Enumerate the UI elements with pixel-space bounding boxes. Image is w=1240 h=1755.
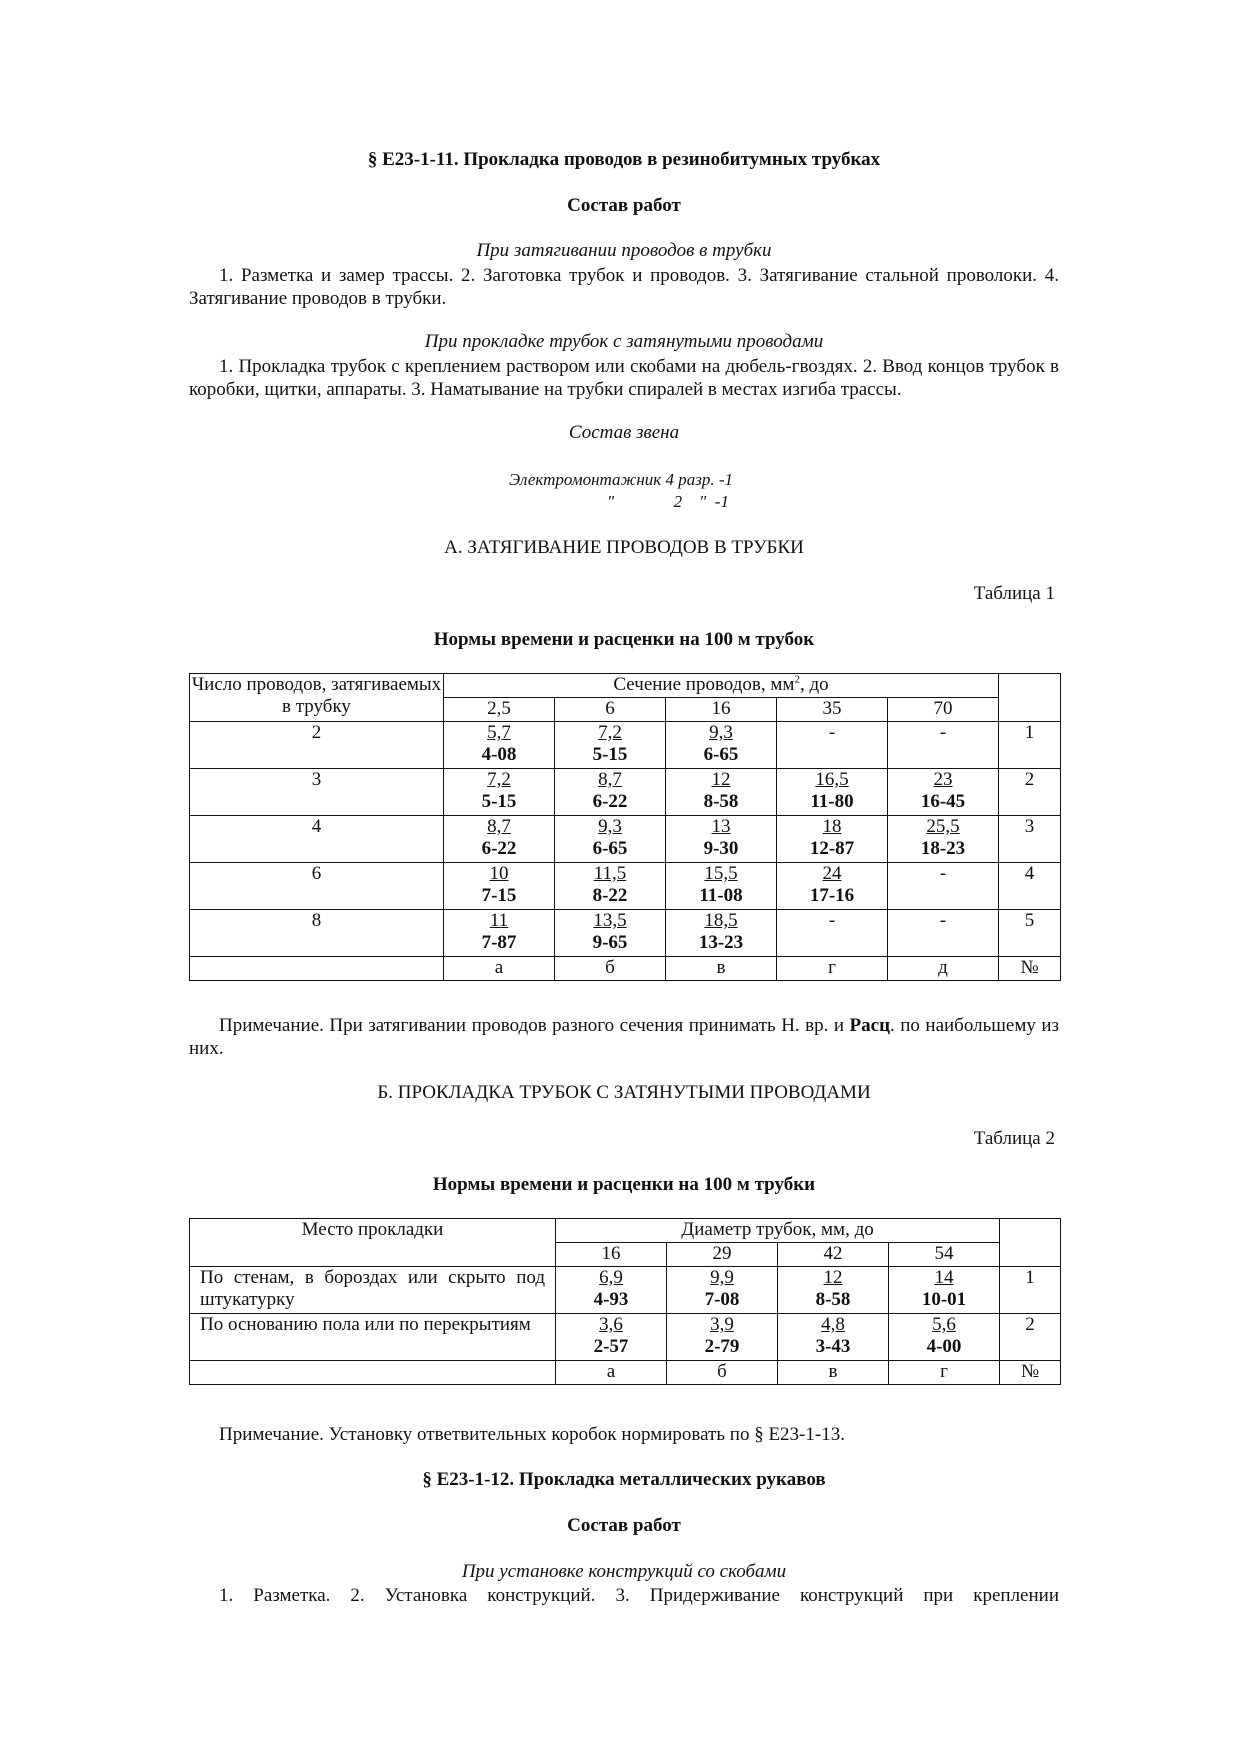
time-norm: 23 xyxy=(933,769,953,790)
subheading-laying: При прокладке трубок с затянутыми проводами xyxy=(424,331,824,352)
table2-row xyxy=(190,1314,1061,1361)
table2-footer-cell: в xyxy=(778,1361,889,1385)
time-norm: 15,5 xyxy=(704,863,738,884)
table1-value-cell xyxy=(444,769,555,816)
table1-value-cell xyxy=(666,910,777,957)
rate-value: 9-65 xyxy=(592,932,628,953)
table2-footer-cell: б xyxy=(667,1361,778,1385)
table2-header-diameter: Диаметр трубок, мм, до xyxy=(556,1219,1000,1243)
rate-value: 7-15 xyxy=(481,885,517,906)
time-norm: 7,2 xyxy=(598,722,622,743)
no-value: - xyxy=(939,722,947,743)
no-value: - xyxy=(828,722,836,743)
table1-row xyxy=(190,816,1061,863)
table1-wire-count: 4 xyxy=(190,816,444,863)
time-norm: 7,2 xyxy=(487,769,511,790)
table1-value-cell xyxy=(555,722,666,769)
rate-value: 8-58 xyxy=(703,791,739,812)
rate-value: 3-43 xyxy=(815,1336,851,1357)
table1-value-cell xyxy=(777,910,888,957)
text-laying: 1. Прокладка трубок с креплением раствором или скобами на дюбель-гвоздях. 2. Ввод концов трубок в коробки, щитки, аппараты. 3. Наматывание на трубки спиралей в местах изгиба трассы. xyxy=(189,356,1059,400)
time-norm: 12 xyxy=(711,769,731,790)
table1-value-cell xyxy=(888,816,999,863)
table1-row-number: 1 xyxy=(999,722,1061,769)
table2-footer-cell: г xyxy=(889,1361,1000,1385)
table1-value-cell xyxy=(444,910,555,957)
time-norm: 3,9 xyxy=(710,1314,734,1335)
rate-value: 2-79 xyxy=(704,1336,740,1357)
table1-header-blank xyxy=(999,674,1061,722)
table2-value-cell xyxy=(889,1267,1000,1314)
rate-value: 4-93 xyxy=(593,1289,629,1310)
table1-value-cell xyxy=(444,722,555,769)
table1-value-cell xyxy=(888,722,999,769)
table2-footer-cell: № xyxy=(1000,1361,1061,1385)
subheading-pulling: При затягивании проводов в трубки xyxy=(476,240,772,261)
table2 xyxy=(189,1218,1061,1385)
no-value: - xyxy=(939,910,947,931)
time-norm: 8,7 xyxy=(598,769,622,790)
table1-value-cell xyxy=(666,816,777,863)
table2-footer-cell: а xyxy=(556,1361,667,1385)
table1-footer-cell: в xyxy=(666,957,777,981)
crew-line-1: Электромонтажник 4 разр. -1 xyxy=(509,470,734,489)
time-norm: 5,7 xyxy=(487,722,511,743)
rate-value: 13-23 xyxy=(698,932,744,953)
table1-row-number: 4 xyxy=(999,863,1061,910)
table2-header-blank xyxy=(1000,1219,1061,1267)
rate-value: 9-30 xyxy=(703,838,739,859)
table1-value-cell xyxy=(555,769,666,816)
table1 xyxy=(189,673,1061,981)
table2-place: По стенам, в бороздах или скрыто под штукатурку xyxy=(190,1267,556,1314)
time-norm: 9,9 xyxy=(710,1267,734,1288)
rate-value: 11-08 xyxy=(699,885,743,906)
table1-value-cell xyxy=(444,863,555,910)
table1-header-section: Сечение проводов, $мм^2$, до xyxy=(444,674,999,698)
table2-col-header: 29 xyxy=(667,1243,778,1267)
time-norm: 5,6 xyxy=(932,1314,956,1335)
table2-col-header: 42 xyxy=(778,1243,889,1267)
table2-footer-blank xyxy=(190,1361,556,1385)
table1-row xyxy=(190,863,1061,910)
time-norm: 13 xyxy=(711,816,731,837)
rate-value: 6-22 xyxy=(481,838,517,859)
table2-value-cell xyxy=(556,1267,667,1314)
section2-composition-heading: Состав работ xyxy=(567,1515,681,1536)
time-norm: 4,8 xyxy=(821,1314,845,1335)
table1-value-cell xyxy=(555,910,666,957)
no-value: - xyxy=(939,863,947,884)
table1-row-number: 5 xyxy=(999,910,1061,957)
table1-value-cell xyxy=(555,863,666,910)
table1-row-number: 2 xyxy=(999,769,1061,816)
table2-row xyxy=(190,1267,1061,1314)
time-norm: 11 xyxy=(489,910,509,931)
table1-col-header: 35 xyxy=(777,698,888,722)
table2-note: Примечание. Установку ответвительных коробок нормировать по § Е23-1-13. xyxy=(219,1424,845,1445)
rate-value: 10-01 xyxy=(921,1289,967,1310)
rate-value: 8-22 xyxy=(592,885,628,906)
rate-value: 7-08 xyxy=(704,1289,740,1310)
table2-value-cell xyxy=(667,1267,778,1314)
time-norm: 16,5 xyxy=(815,769,849,790)
table1-value-cell xyxy=(777,722,888,769)
table1-footer-blank xyxy=(190,957,444,981)
time-norm: 9,3 xyxy=(598,816,622,837)
table1-wire-count: 2 xyxy=(190,722,444,769)
rate-value: 4-00 xyxy=(926,1336,962,1357)
section-title: § Е23-1-11. Прокладка проводов в резинобитумных трубках xyxy=(367,149,881,170)
rate-value: 11-80 xyxy=(810,791,854,812)
time-norm: 14 xyxy=(934,1267,954,1288)
rate-value: 16-45 xyxy=(920,791,966,812)
rate-value: 7-87 xyxy=(481,932,517,953)
table1-row xyxy=(190,769,1061,816)
table1-value-cell xyxy=(666,863,777,910)
time-norm: 25,5 xyxy=(926,816,960,837)
table2-header-place: Место прокладки xyxy=(190,1219,556,1267)
part-b-heading: Б. ПРОКЛАДКА ТРУБОК С ЗАТЯНУТЫМИ ПРОВОДАМИ xyxy=(377,1082,871,1103)
table1-note: Примечание. При затягивании проводов разного сечения принимать Н. вр. и Расц. по наибольшему из них. xyxy=(189,1015,1059,1059)
table1-col-header: 16 xyxy=(666,698,777,722)
table1-col-header: 70 xyxy=(888,698,999,722)
table1-value-cell xyxy=(888,910,999,957)
table2-value-cell xyxy=(778,1314,889,1361)
table2-place: По основанию пола или по перекрытиям xyxy=(190,1314,556,1361)
table1-footer-cell: д xyxy=(888,957,999,981)
time-norm: 13,5 xyxy=(593,910,627,931)
time-norm: 18 xyxy=(822,816,842,837)
table1-col-header: 2,5 xyxy=(444,698,555,722)
table1-wire-count: 6 xyxy=(190,863,444,910)
table1-row xyxy=(190,910,1061,957)
rate-value: 8-58 xyxy=(815,1289,851,1310)
part-a-heading: А. ЗАТЯГИВАНИЕ ПРОВОДОВ В ТРУБКИ xyxy=(444,537,804,558)
table2-row-number: 2 xyxy=(1000,1314,1061,1361)
time-norm: 9,3 xyxy=(709,722,733,743)
section2-title: § Е23-1-12. Прокладка металлических рукавов xyxy=(422,1469,826,1490)
table1-value-cell xyxy=(555,816,666,863)
table2-row-number: 1 xyxy=(1000,1267,1061,1314)
table2-value-cell xyxy=(556,1314,667,1361)
table2-title: Нормы времени и расценки на 100 м трубки xyxy=(432,1174,816,1195)
no-value: - xyxy=(828,910,836,931)
time-norm: 24 xyxy=(822,863,842,884)
table1-footer-cell: г xyxy=(777,957,888,981)
table2-col-header: 54 xyxy=(889,1243,1000,1267)
section2-subheading: При установке конструкций со скобами xyxy=(461,1561,787,1582)
table1-value-cell xyxy=(777,863,888,910)
rate-value: 5-15 xyxy=(481,791,517,812)
crew-heading: Состав звена xyxy=(568,422,680,443)
table1-col-header: 6 xyxy=(555,698,666,722)
table1-value-cell xyxy=(666,722,777,769)
rate-value: 12-87 xyxy=(809,838,855,859)
time-norm: 11,5 xyxy=(593,863,627,884)
table1-value-cell xyxy=(777,816,888,863)
table2-value-cell xyxy=(778,1267,889,1314)
table1-title: Нормы времени и расценки на 100 м трубок xyxy=(433,629,815,650)
table2-value-cell xyxy=(889,1314,1000,1361)
rate-value: 2-57 xyxy=(593,1336,629,1357)
table1-wire-count: 8 xyxy=(190,910,444,957)
table1-header-wires: Число проводов, затягиваемых в трубку xyxy=(190,674,444,722)
time-norm: 3,6 xyxy=(599,1314,623,1335)
table1-footer-cell: № xyxy=(999,957,1061,981)
table2-value-cell xyxy=(667,1314,778,1361)
rate-value: 6-65 xyxy=(592,838,628,859)
rate-value: 6-65 xyxy=(703,744,739,765)
rate-value: 17-16 xyxy=(809,885,855,906)
table1-wire-count: 3 xyxy=(190,769,444,816)
time-norm: 12 xyxy=(823,1267,843,1288)
table1-label: Таблица 1 xyxy=(973,583,1055,604)
section2-text: 1. Разметка. 2. Установка конструкций. 3. Придерживание конструкций при креплении xyxy=(219,1585,1059,1606)
rate-value: 18-23 xyxy=(920,838,966,859)
table1-footer-cell: б xyxy=(555,957,666,981)
text-pulling: 1. Разметка и замер трассы. 2. Заготовка трубок и проводов. 3. Затягивание стальной проволоки. 4. Затягивание проводов в трубки. xyxy=(189,265,1059,309)
rate-value: 6-22 xyxy=(592,791,628,812)
table1-value-cell xyxy=(444,816,555,863)
table1-value-cell xyxy=(888,769,999,816)
time-norm: 18,5 xyxy=(704,910,738,931)
table1-value-cell xyxy=(666,769,777,816)
table1-value-cell xyxy=(888,863,999,910)
time-norm: 10 xyxy=(489,863,509,884)
crew-line-2: " 2 " -1 xyxy=(607,492,729,511)
table1-row xyxy=(190,722,1061,769)
composition-heading: Состав работ xyxy=(567,195,681,216)
time-norm: 8,7 xyxy=(487,816,511,837)
table1-footer-cell: а xyxy=(444,957,555,981)
table2-col-header: 16 xyxy=(556,1243,667,1267)
table1-value-cell xyxy=(777,769,888,816)
rate-value: 4-08 xyxy=(481,744,517,765)
rate-value: 5-15 xyxy=(592,744,628,765)
table2-label: Таблица 2 xyxy=(973,1128,1055,1149)
table1-row-number: 3 xyxy=(999,816,1061,863)
time-norm: 6,9 xyxy=(599,1267,623,1288)
